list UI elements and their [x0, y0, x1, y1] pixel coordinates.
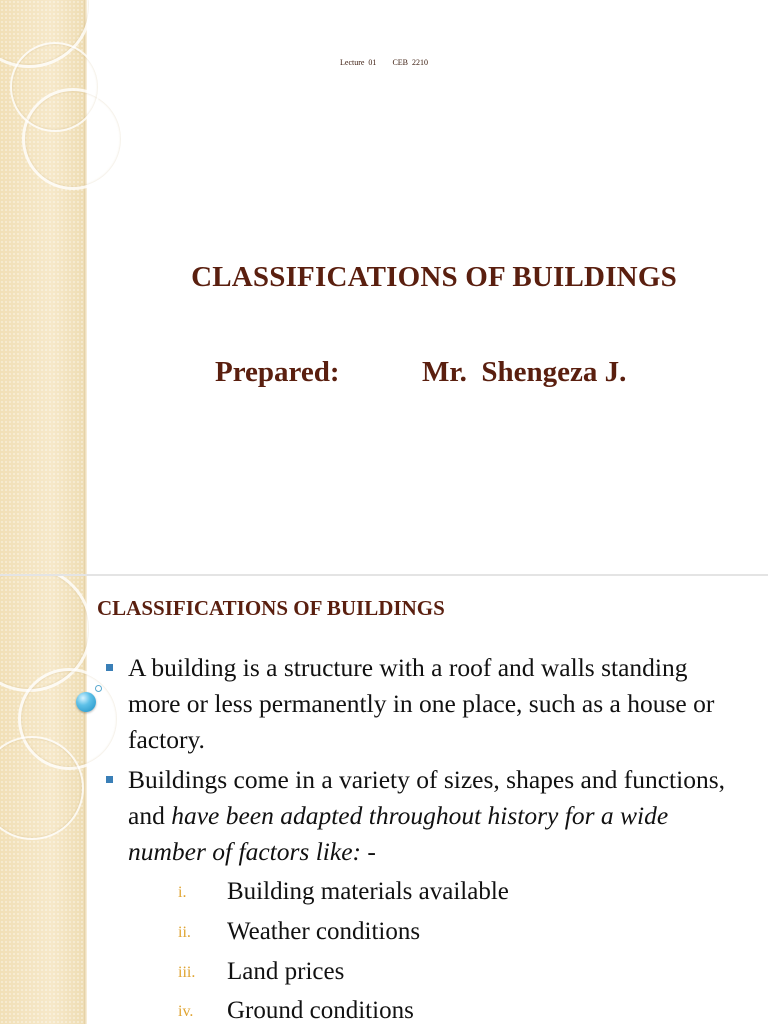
slide-2	[0, 576, 768, 1024]
decorative-small-circle-icon	[95, 685, 102, 692]
bullet-text: A building is a structure with a roof and walls standing more or less permanently in one place, such as a house or factory.	[128, 653, 715, 754]
lecture-number: Lecture 01	[340, 58, 377, 67]
list-item-number: iv.	[178, 1003, 194, 1020]
bullet-text-tail: -	[361, 837, 376, 866]
bullet-square-icon	[106, 664, 113, 671]
prepared-label: Prepared:	[215, 356, 340, 388]
bullet-text	[128, 762, 746, 870]
list-item	[178, 877, 509, 908]
prepared-by	[215, 356, 627, 389]
author-name: Mr. Shengeza J.	[422, 356, 627, 388]
slide-title: CLASSIFICATIONS OF BUILDINGS	[97, 596, 445, 620]
bullet-text-italic: have been adapted throughout history for a wide number of factors like:	[128, 801, 669, 866]
list-item-number: i.	[178, 884, 187, 901]
decorative-ring-icon	[10, 42, 100, 132]
bullet-square-icon	[106, 776, 113, 783]
list-item-text: Ground conditions	[227, 997, 414, 1024]
list-item	[178, 917, 420, 948]
list-item-number: ii.	[178, 924, 191, 941]
slide-title: CLASSIFICATIONS OF BUILDINGS	[191, 261, 677, 293]
slide-header	[0, 58, 768, 67]
list-item-text: Weather conditions	[227, 918, 421, 945]
bullet-item	[106, 762, 746, 870]
list-item	[178, 996, 414, 1024]
course-code: CEB 2210	[392, 58, 428, 67]
bullet-item	[106, 650, 746, 758]
list-item-text: Building materials available	[227, 878, 509, 905]
list-item-text: Land prices	[227, 958, 345, 985]
list-item-number: iii.	[178, 964, 196, 981]
bullet-text-plain: Buildings come in a variety of sizes, shapes and functions, and	[128, 765, 725, 830]
decorative-ball-icon	[76, 692, 96, 712]
list-item	[178, 957, 344, 988]
